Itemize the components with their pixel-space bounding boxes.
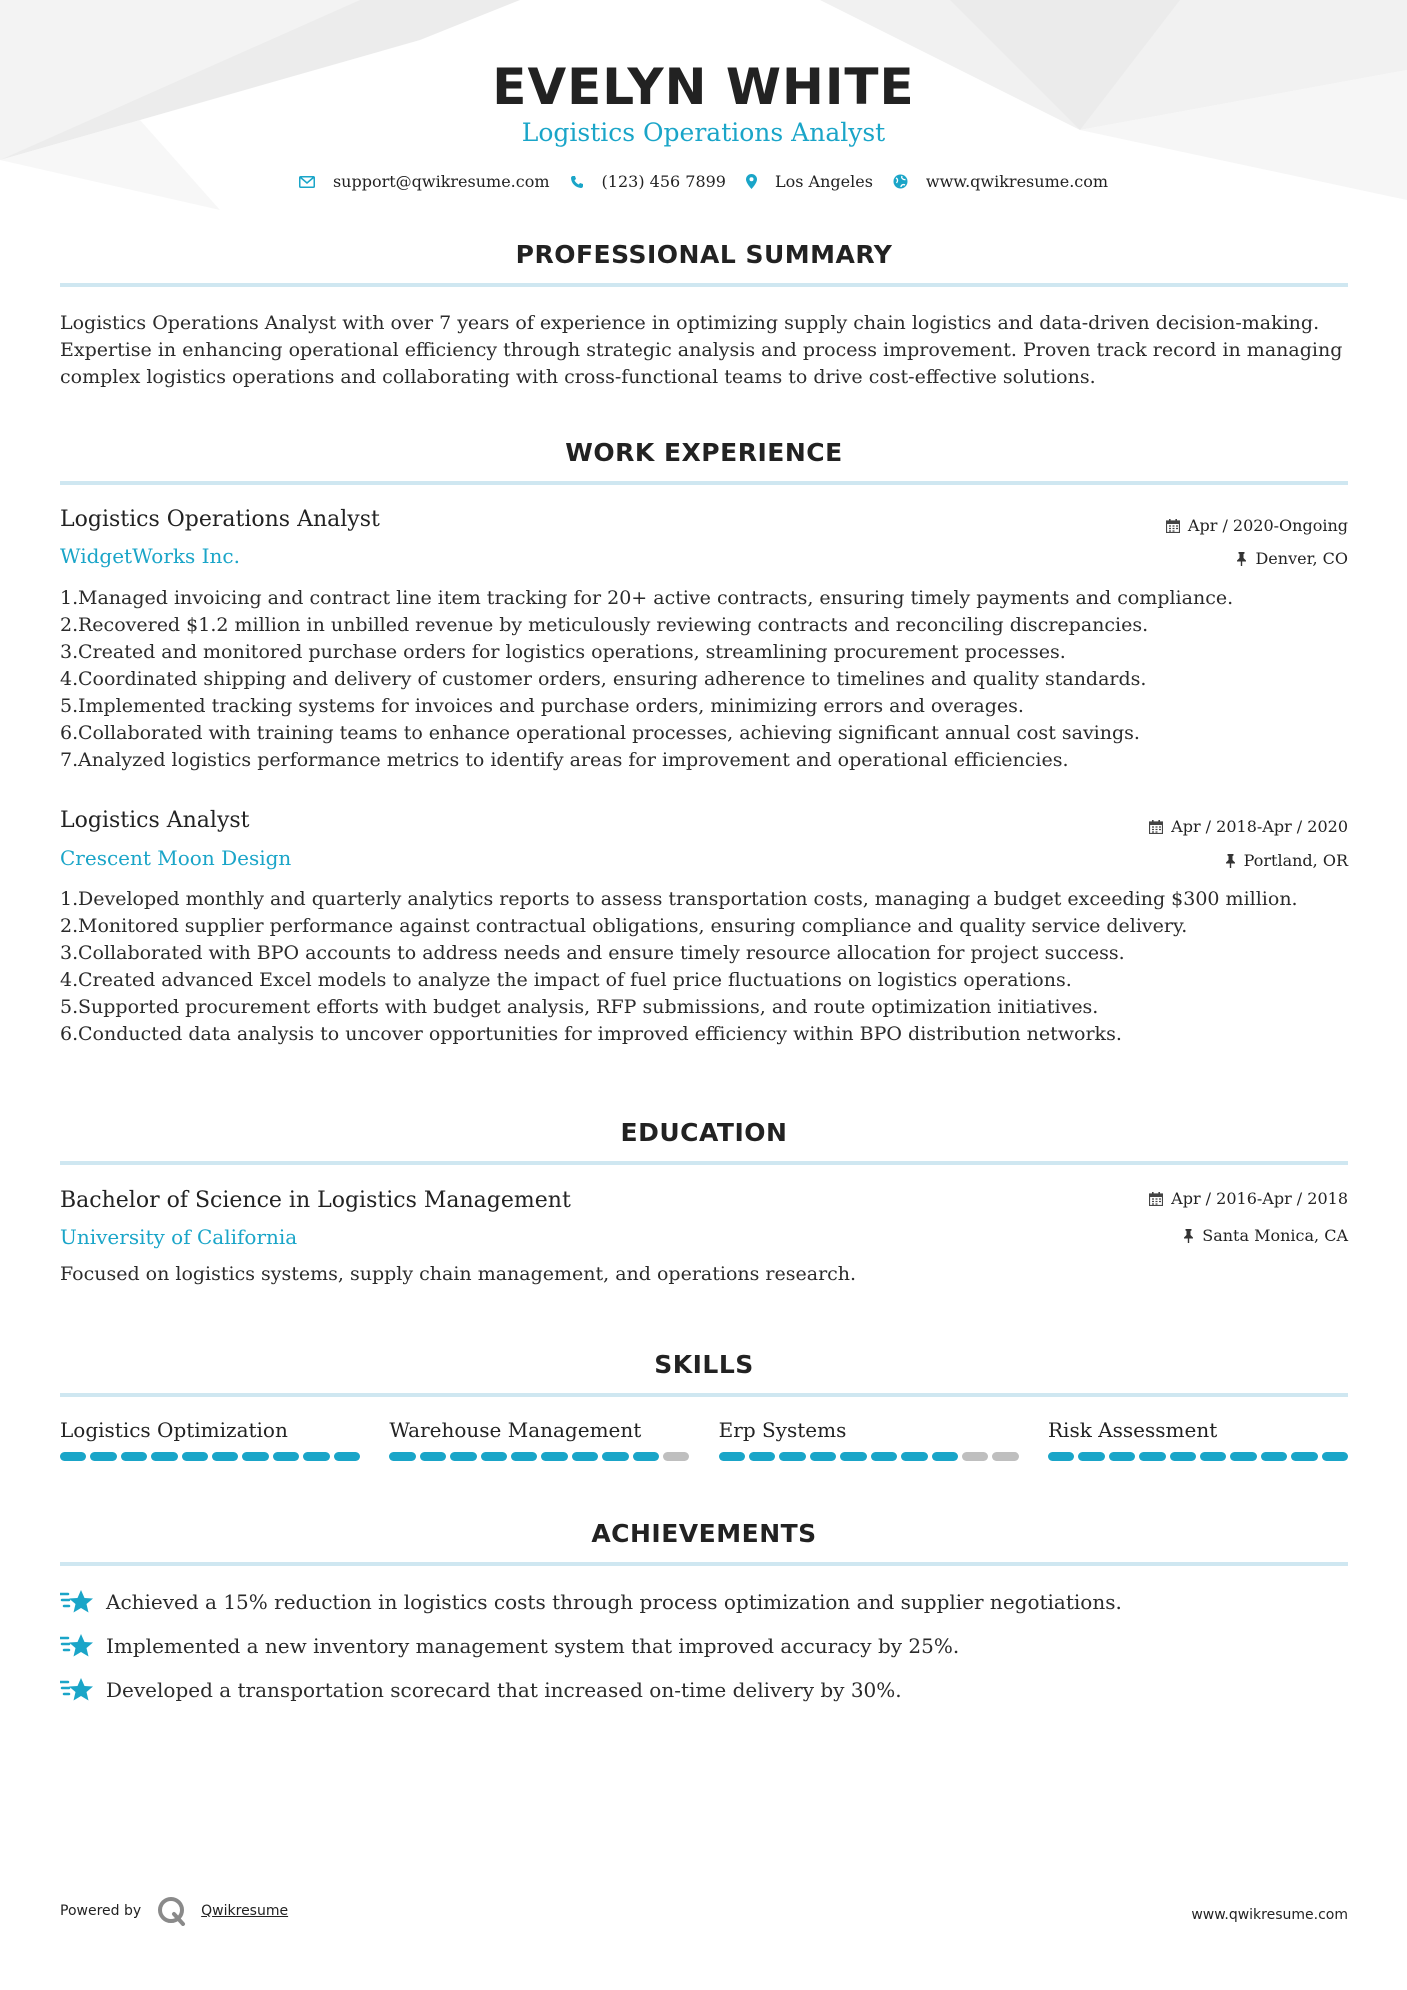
job-title: Logistics Analyst: [60, 808, 250, 833]
skill-name: Erp Systems: [718, 1418, 847, 1442]
skill-level-segment: [633, 1452, 659, 1461]
email-text: support@qwikresume.com: [332, 172, 550, 191]
skill-level-segment: [1322, 1452, 1348, 1461]
list-item: 3. Collaborated with BPO accounts to address needs and ensure timely resource allocation for project success.: [60, 942, 1125, 964]
job-bullets: [60, 886, 1348, 1048]
skill-level-segment: [303, 1452, 329, 1461]
skills-divider: [60, 1393, 1348, 1397]
summary-heading: PROFESSIONAL SUMMARY: [515, 240, 893, 269]
company-name: WidgetWorks Inc.: [60, 544, 240, 568]
location-text: Los Angeles: [774, 172, 873, 191]
skills-list: [60, 1418, 1348, 1461]
phone-text: (123) 456 7899: [601, 172, 726, 191]
footer-powered-by: [60, 1896, 288, 1926]
contact-bar: [0, 172, 1407, 191]
map-pin-icon: [746, 174, 757, 189]
skill-level-segment: [572, 1452, 598, 1461]
skill-level-segment: [481, 1452, 507, 1461]
degree-title: Bachelor of Science in Logistics Management: [60, 1188, 571, 1213]
skill-level-segment: [1261, 1452, 1287, 1461]
star-icon: [60, 1676, 106, 1704]
contact-phone[interactable]: [570, 172, 726, 191]
skill-level-segment: [450, 1452, 476, 1461]
skill-level-segment: [1078, 1452, 1104, 1461]
skill-name: Logistics Optimization: [60, 1418, 288, 1442]
skill-level-segment: [1291, 1452, 1317, 1461]
skill-level-segment: [719, 1452, 745, 1461]
brand-link[interactable]: Qwikresume: [201, 1903, 289, 1919]
skills-heading: SKILLS: [654, 1350, 754, 1379]
skill-level-bar: [719, 1452, 1019, 1461]
star-icon: [60, 1588, 106, 1616]
calendar-icon: [1149, 820, 1163, 834]
skill-level-segment: [121, 1452, 147, 1461]
calendar-icon: [1149, 1192, 1163, 1206]
skill-level-segment: [242, 1452, 268, 1461]
job-title: Logistics Operations Analyst: [60, 507, 380, 532]
achievement-item: Achieved a 15% reduction in logistics costs through process optimization and supplier negotiations.: [60, 1588, 1348, 1616]
job-bullets: [60, 585, 1348, 774]
contact-location: [746, 172, 873, 191]
education-location: Santa Monica, CA: [1183, 1226, 1348, 1245]
achievements-heading: ACHIEVEMENTS: [591, 1519, 817, 1548]
job-location: Portland, OR: [1225, 851, 1348, 870]
skill-level-segment: [511, 1452, 537, 1461]
powered-by-text: Powered by: [60, 1903, 142, 1919]
skill-item: [389, 1418, 689, 1461]
achievement-item: Developed a transportation scorecard that increased on-time delivery by 30%.: [60, 1676, 1348, 1704]
skill-level-segment: [60, 1452, 86, 1461]
list-item: 2. Recovered $1.2 million in unbilled revenue by meticulously reviewing contracts and reconciling discrepancies.: [60, 614, 1149, 636]
list-item: 7. Analyzed logistics performance metrics to identify areas for improvement and operational efficiencies.: [60, 749, 1069, 771]
list-item: 5. Implemented tracking systems for invoices and purchase orders, minimizing errors and overages.: [60, 695, 1024, 717]
skill-level-segment: [602, 1452, 628, 1461]
school-name: University of California: [60, 1225, 298, 1249]
globe-icon: [893, 174, 908, 189]
skill-level-segment: [151, 1452, 177, 1461]
skill-level-segment: [334, 1452, 360, 1461]
skill-level-segment: [1139, 1452, 1165, 1461]
skill-level-segment: [962, 1452, 988, 1461]
education-dates: Apr / 2016-Apr / 2018: [1149, 1189, 1348, 1208]
skill-level-segment: [871, 1452, 897, 1461]
job-dates: Apr / 2018-Apr / 2020: [1149, 817, 1348, 836]
education-divider: [60, 1161, 1348, 1165]
education-heading: EDUCATION: [620, 1118, 788, 1147]
education-description: Focused on logistics systems, supply chain management, and operations research.: [60, 1263, 857, 1285]
candidate-name: EVELYN WHITE: [492, 58, 915, 116]
skill-level-segment: [663, 1452, 689, 1461]
achievements-divider: [60, 1562, 1348, 1566]
list-item: 6. Collaborated with training teams to enhance operational processes, achieving significant annual cost savings.: [60, 722, 1140, 744]
experience-divider: [60, 481, 1348, 485]
list-item: 2. Monitored supplier performance against contractual obligations, ensuring compliance and quality service delivery.: [60, 915, 1188, 937]
skill-name: Warehouse Management: [389, 1418, 642, 1442]
skill-level-segment: [992, 1452, 1018, 1461]
skill-level-segment: [90, 1452, 116, 1461]
star-icon: [60, 1632, 106, 1660]
skill-level-segment: [541, 1452, 567, 1461]
company-name: Crescent Moon Design: [60, 846, 292, 870]
skill-level-bar: [60, 1452, 360, 1461]
skill-level-segment: [1200, 1452, 1226, 1461]
skill-level-segment: [1048, 1452, 1074, 1461]
skill-name: Risk Assessment: [1047, 1418, 1218, 1442]
qwikresume-logo-icon: [157, 1896, 187, 1926]
skill-level-bar: [1048, 1452, 1348, 1461]
skill-level-segment: [182, 1452, 208, 1461]
achievement-item: Implemented a new inventory management system that improved accuracy by 25%.: [60, 1632, 1348, 1660]
summary-divider: [60, 283, 1348, 287]
skill-level-segment: [1230, 1452, 1256, 1461]
job-location: Denver, CO: [1236, 549, 1348, 568]
list-item: 1. Developed monthly and quarterly analytics reports to assess transportation costs, managing a budget exceeding $300 million.: [60, 888, 1298, 910]
calendar-icon: [1166, 519, 1180, 533]
list-item: 5. Supported procurement efforts with budget analysis, RFP submissions, and route optimization initiatives.: [60, 996, 1099, 1018]
list-item: 6. Conducted data analysis to uncover opportunities for improved efficiency within BPO distribution networks.: [60, 1023, 1122, 1045]
website-text: www.qwikresume.com: [925, 172, 1109, 191]
list-item: 3. Created and monitored purchase orders for logistics operations, streamlining procurement processes.: [60, 641, 1066, 663]
experience-heading: WORK EXPERIENCE: [565, 438, 843, 467]
pushpin-icon: [1236, 552, 1247, 566]
skill-level-segment: [1109, 1452, 1135, 1461]
footer-website[interactable]: www.qwikresume.com: [1191, 1907, 1348, 1923]
skill-level-segment: [1170, 1452, 1196, 1461]
skill-level-segment: [749, 1452, 775, 1461]
summary-text: Logistics Operations Analyst with over 7 years of experience in optimizing supply chain logistics and data-driven decision-making. Expertise in enhancing operational efficiency through strategic analysis and process improvement. Proven track record in managing complex logistics operations and collaborating with cross-functional teams to drive cost-effective solutions.: [60, 312, 1343, 388]
job-dates: Apr / 2020-Ongoing: [1166, 516, 1348, 535]
list-item: 4. Coordinated shipping and delivery of customer orders, ensuring adherence to timelines and quality standards.: [60, 668, 1147, 690]
contact-website[interactable]: [893, 172, 1108, 191]
pushpin-icon: [1183, 1229, 1194, 1243]
skill-level-segment: [212, 1452, 238, 1461]
skill-level-segment: [779, 1452, 805, 1461]
skill-level-bar: [389, 1452, 689, 1461]
envelope-icon: [299, 176, 315, 188]
skill-level-segment: [932, 1452, 958, 1461]
phone-icon: [570, 175, 584, 189]
skill-level-segment: [901, 1452, 927, 1461]
list-item: 1. Managed invoicing and contract line item tracking for 20+ active contracts, ensuring timely payments and compliance.: [60, 587, 1234, 609]
skill-level-segment: [420, 1452, 446, 1461]
contact-email[interactable]: [299, 172, 550, 191]
skill-item: [1048, 1418, 1348, 1461]
skill-level-segment: [389, 1452, 415, 1461]
list-item: 4. Created advanced Excel models to analyze the impact of fuel price fluctuations on logistics operations.: [60, 969, 1072, 991]
skill-level-segment: [840, 1452, 866, 1461]
skill-item: [60, 1418, 360, 1461]
pushpin-icon: [1225, 854, 1236, 868]
candidate-title: Logistics Operations Analyst: [521, 118, 886, 147]
skill-level-segment: [273, 1452, 299, 1461]
skill-item: [719, 1418, 1019, 1461]
skill-level-segment: [810, 1452, 836, 1461]
